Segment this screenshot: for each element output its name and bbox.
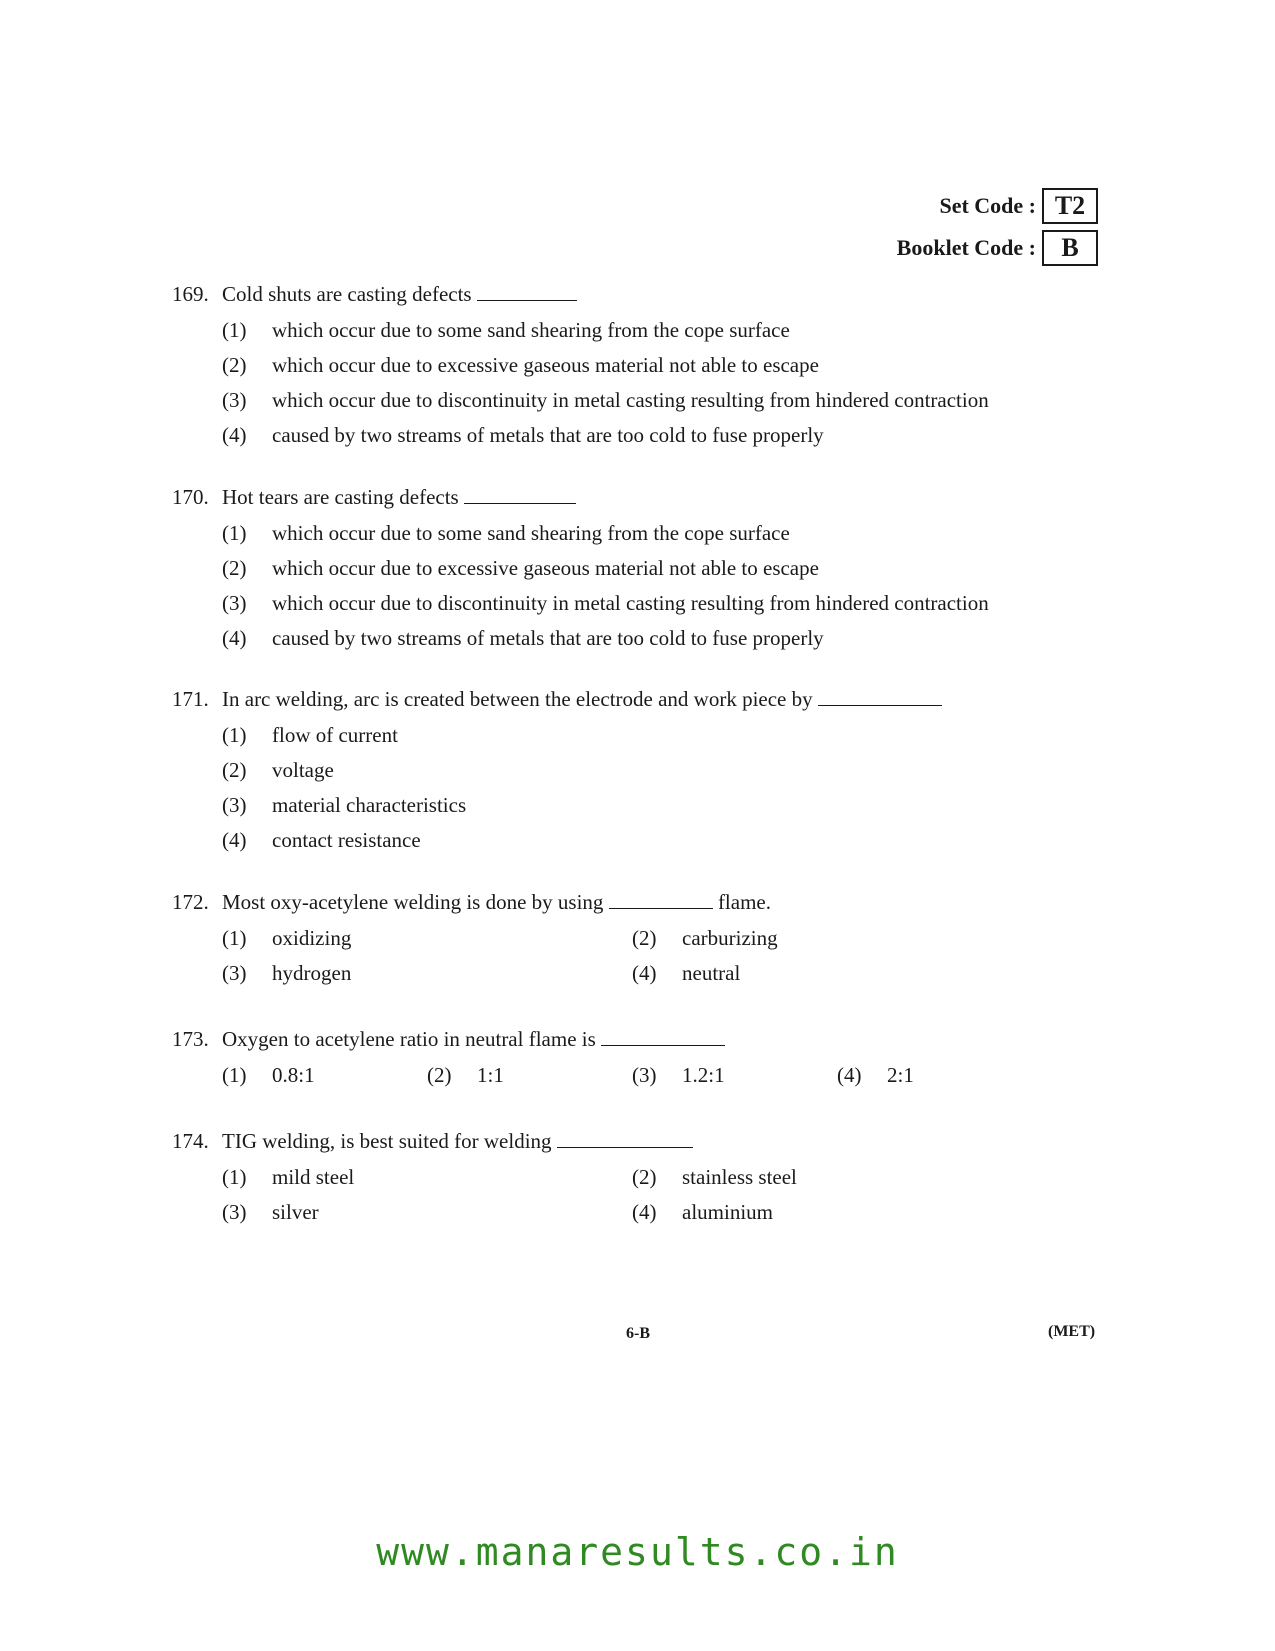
option: (3) which occur due to discontinuity in metal casting resulting from hindered contraction xyxy=(222,388,989,412)
question-number: 169. xyxy=(172,282,209,306)
options-list xyxy=(222,723,1102,852)
option: (2) 1:1 xyxy=(427,1063,504,1087)
set-code-label: Set Code : xyxy=(939,193,1036,218)
options-row xyxy=(222,1052,1102,1087)
booklet-code-label: Booklet Code : xyxy=(896,235,1036,260)
answer-blank xyxy=(464,485,576,504)
question-stem xyxy=(172,687,1102,712)
set-code-value: T2 xyxy=(1042,188,1098,224)
option: (4) contact resistance xyxy=(222,828,421,852)
question-174 xyxy=(172,1129,1102,1224)
option: (3) which occur due to discontinuity in metal casting resulting from hindered contraction xyxy=(222,591,989,615)
option: (2) which occur due to excessive gaseous material not able to escape xyxy=(222,353,819,377)
options-grid xyxy=(222,915,1102,985)
answer-blank xyxy=(557,1129,693,1148)
option: (2) carburizing xyxy=(632,926,778,950)
question-text: TIG welding, is best suited for welding xyxy=(222,1129,693,1154)
option: (3) 1.2:1 xyxy=(632,1063,725,1087)
option: (1) oxidizing xyxy=(222,926,352,950)
booklet-code-row xyxy=(897,230,1098,266)
option: (1) which occur due to some sand shearing from the cope surface xyxy=(222,318,790,342)
page-number: 6-B xyxy=(626,1325,650,1342)
option: (4) aluminium xyxy=(632,1200,773,1224)
option: (3) silver xyxy=(222,1200,319,1224)
options-grid xyxy=(222,1154,1102,1224)
question-number: 170. xyxy=(172,485,209,509)
question-text: In arc welding, arc is created between the electrode and work piece by xyxy=(222,687,942,712)
answer-blank xyxy=(601,1027,725,1046)
option: (4) 2:1 xyxy=(837,1063,914,1087)
question-stem xyxy=(172,890,1102,915)
answer-blank xyxy=(609,890,713,909)
booklet-code-value: B xyxy=(1042,230,1098,266)
question-text: Most oxy-acetylene welding is done by using flame. xyxy=(222,890,771,914)
question-173 xyxy=(172,1027,1102,1087)
option: (3) material characteristics xyxy=(222,793,467,817)
question-number: 173. xyxy=(172,1027,209,1051)
option: (2) which occur due to excessive gaseous material not able to escape xyxy=(222,556,819,580)
watermark-url: www.manaresults.co.in xyxy=(376,1530,899,1574)
options-list xyxy=(222,318,1102,447)
question-stem xyxy=(172,1129,1102,1154)
option: (1) flow of current xyxy=(222,723,398,747)
question-number: 172. xyxy=(172,890,209,914)
option: (1) mild steel xyxy=(222,1165,355,1189)
question-171 xyxy=(172,687,1102,852)
answer-blank xyxy=(818,687,942,706)
option: (3) hydrogen xyxy=(222,961,352,985)
question-stem xyxy=(172,282,1102,307)
option: (2) voltage xyxy=(222,758,334,782)
option: (2) stainless steel xyxy=(632,1165,797,1189)
question-172 xyxy=(172,890,1102,985)
option: (1) 0.8:1 xyxy=(222,1063,315,1087)
question-text: Cold shuts are casting defects xyxy=(222,282,577,307)
option: (4) caused by two streams of metals that are too cold to fuse properly xyxy=(222,423,824,447)
question-170 xyxy=(172,485,1102,650)
header-codes xyxy=(897,188,1098,272)
set-code-row xyxy=(897,188,1098,224)
option: (4) caused by two streams of metals that are too cold to fuse properly xyxy=(222,626,824,650)
answer-blank xyxy=(477,282,577,301)
option: (1) which occur due to some sand shearing from the cope surface xyxy=(222,521,790,545)
question-number: 171. xyxy=(172,687,209,711)
option: (4) neutral xyxy=(632,961,741,985)
question-text: Oxygen to acetylene ratio in neutral flame is xyxy=(222,1027,725,1052)
question-number: 174. xyxy=(172,1129,209,1153)
question-169 xyxy=(172,282,1102,447)
options-list xyxy=(222,521,1102,650)
question-stem xyxy=(172,485,1102,510)
question-stem xyxy=(172,1027,1102,1052)
question-text: Hot tears are casting defects xyxy=(222,485,576,510)
subject-code: (MET) xyxy=(1048,1323,1096,1340)
